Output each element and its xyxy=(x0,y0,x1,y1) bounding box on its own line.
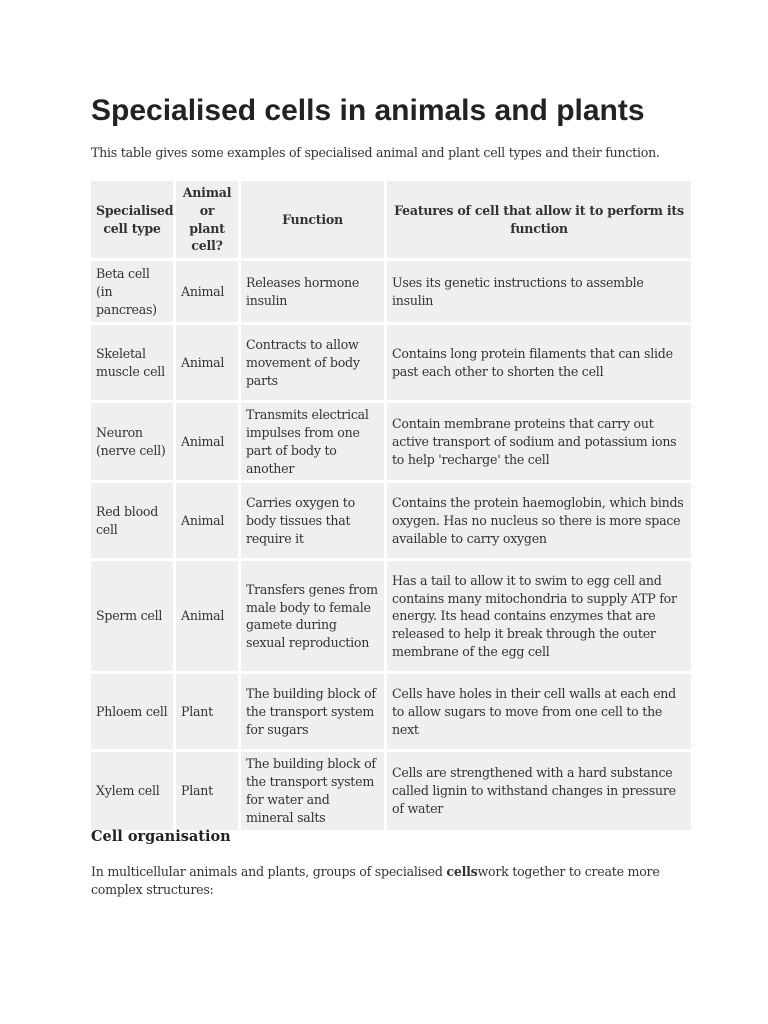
cell-function: Releases hormone insulin xyxy=(241,261,384,322)
table-row xyxy=(91,403,691,480)
cell-type: Skeletal muscle cell xyxy=(91,325,173,400)
cell-features: Has a tail to allow it to swim to egg cell and contains many mitochondria to supply ATP for energy. Its head contains enzymes that are released to help it break through the outer membrane of the egg cell xyxy=(387,561,691,671)
table-row xyxy=(91,561,691,671)
cell-kingdom: Plant xyxy=(176,674,238,749)
cell-kingdom: Animal xyxy=(176,561,238,671)
header-cell-type: Specialised cell type xyxy=(91,181,173,258)
cell-type: Sperm cell xyxy=(91,561,173,671)
section-paragraph xyxy=(91,863,691,899)
cell-kingdom: Plant xyxy=(176,752,238,829)
table-row xyxy=(91,674,691,749)
cell-kingdom: Animal xyxy=(176,325,238,400)
cell-features: Contains the protein haemoglobin, which binds oxygen. Has no nucleus so there is more space available to carry oxygen xyxy=(387,483,691,558)
table-header-row xyxy=(91,181,691,258)
intro-paragraph: This table gives some examples of specialised animal and plant cell types and their function. xyxy=(91,145,660,160)
cell-function: Transmits electrical impulses from one part of body to another xyxy=(241,403,384,480)
paragraph-text-start: In multicellular animals and plants, groups of specialised xyxy=(91,864,447,879)
table-row xyxy=(91,261,691,322)
header-animal-or-plant: Animal or plant cell? xyxy=(176,181,238,258)
section-heading: Cell organisation xyxy=(91,828,231,845)
cell-features: Cells are strengthened with a hard substance called lignin to withstand changes in pressure of water xyxy=(387,752,691,829)
table-row xyxy=(91,752,691,829)
cell-type: Beta cell (in pancreas) xyxy=(91,261,173,322)
cell-features: Contains long protein filaments that can slide past each other to shorten the cell xyxy=(387,325,691,400)
cell-function: Contracts to allow movement of body parts xyxy=(241,325,384,400)
table-row xyxy=(91,325,691,400)
cell-function: Transfers genes from male body to female gamete during sexual reproduction xyxy=(241,561,384,671)
table-row xyxy=(91,483,691,558)
cell-type: Red blood cell xyxy=(91,483,173,558)
cell-function: The building block of the transport system for water and mineral salts xyxy=(241,752,384,829)
cell-function: Carries oxygen to body tissues that require it xyxy=(241,483,384,558)
page-title: Specialised cells in animals and plants xyxy=(91,94,645,127)
header-features: Features of cell that allow it to perform its function xyxy=(387,181,691,258)
paragraph-text-end: work together to create more complex structures: xyxy=(91,864,660,897)
cell-type: Phloem cell xyxy=(91,674,173,749)
cell-type: Neuron (nerve cell) xyxy=(91,403,173,480)
paragraph-bold-term: cells xyxy=(446,864,478,879)
cell-kingdom: Animal xyxy=(176,403,238,480)
cell-features: Cells have holes in their cell walls at each end to allow sugars to move from one cell to the next xyxy=(387,674,691,749)
header-function: Function xyxy=(241,181,384,258)
cell-kingdom: Animal xyxy=(176,483,238,558)
specialised-cells-table xyxy=(88,178,694,833)
cell-features: Uses its genetic instructions to assemble insulin xyxy=(387,261,691,322)
cell-function: The building block of the transport system for sugars xyxy=(241,674,384,749)
cell-type: Xylem cell xyxy=(91,752,173,829)
cell-kingdom: Animal xyxy=(176,261,238,322)
cell-features: Contain membrane proteins that carry out active transport of sodium and potassium ions to help 'recharge' the cell xyxy=(387,403,691,480)
